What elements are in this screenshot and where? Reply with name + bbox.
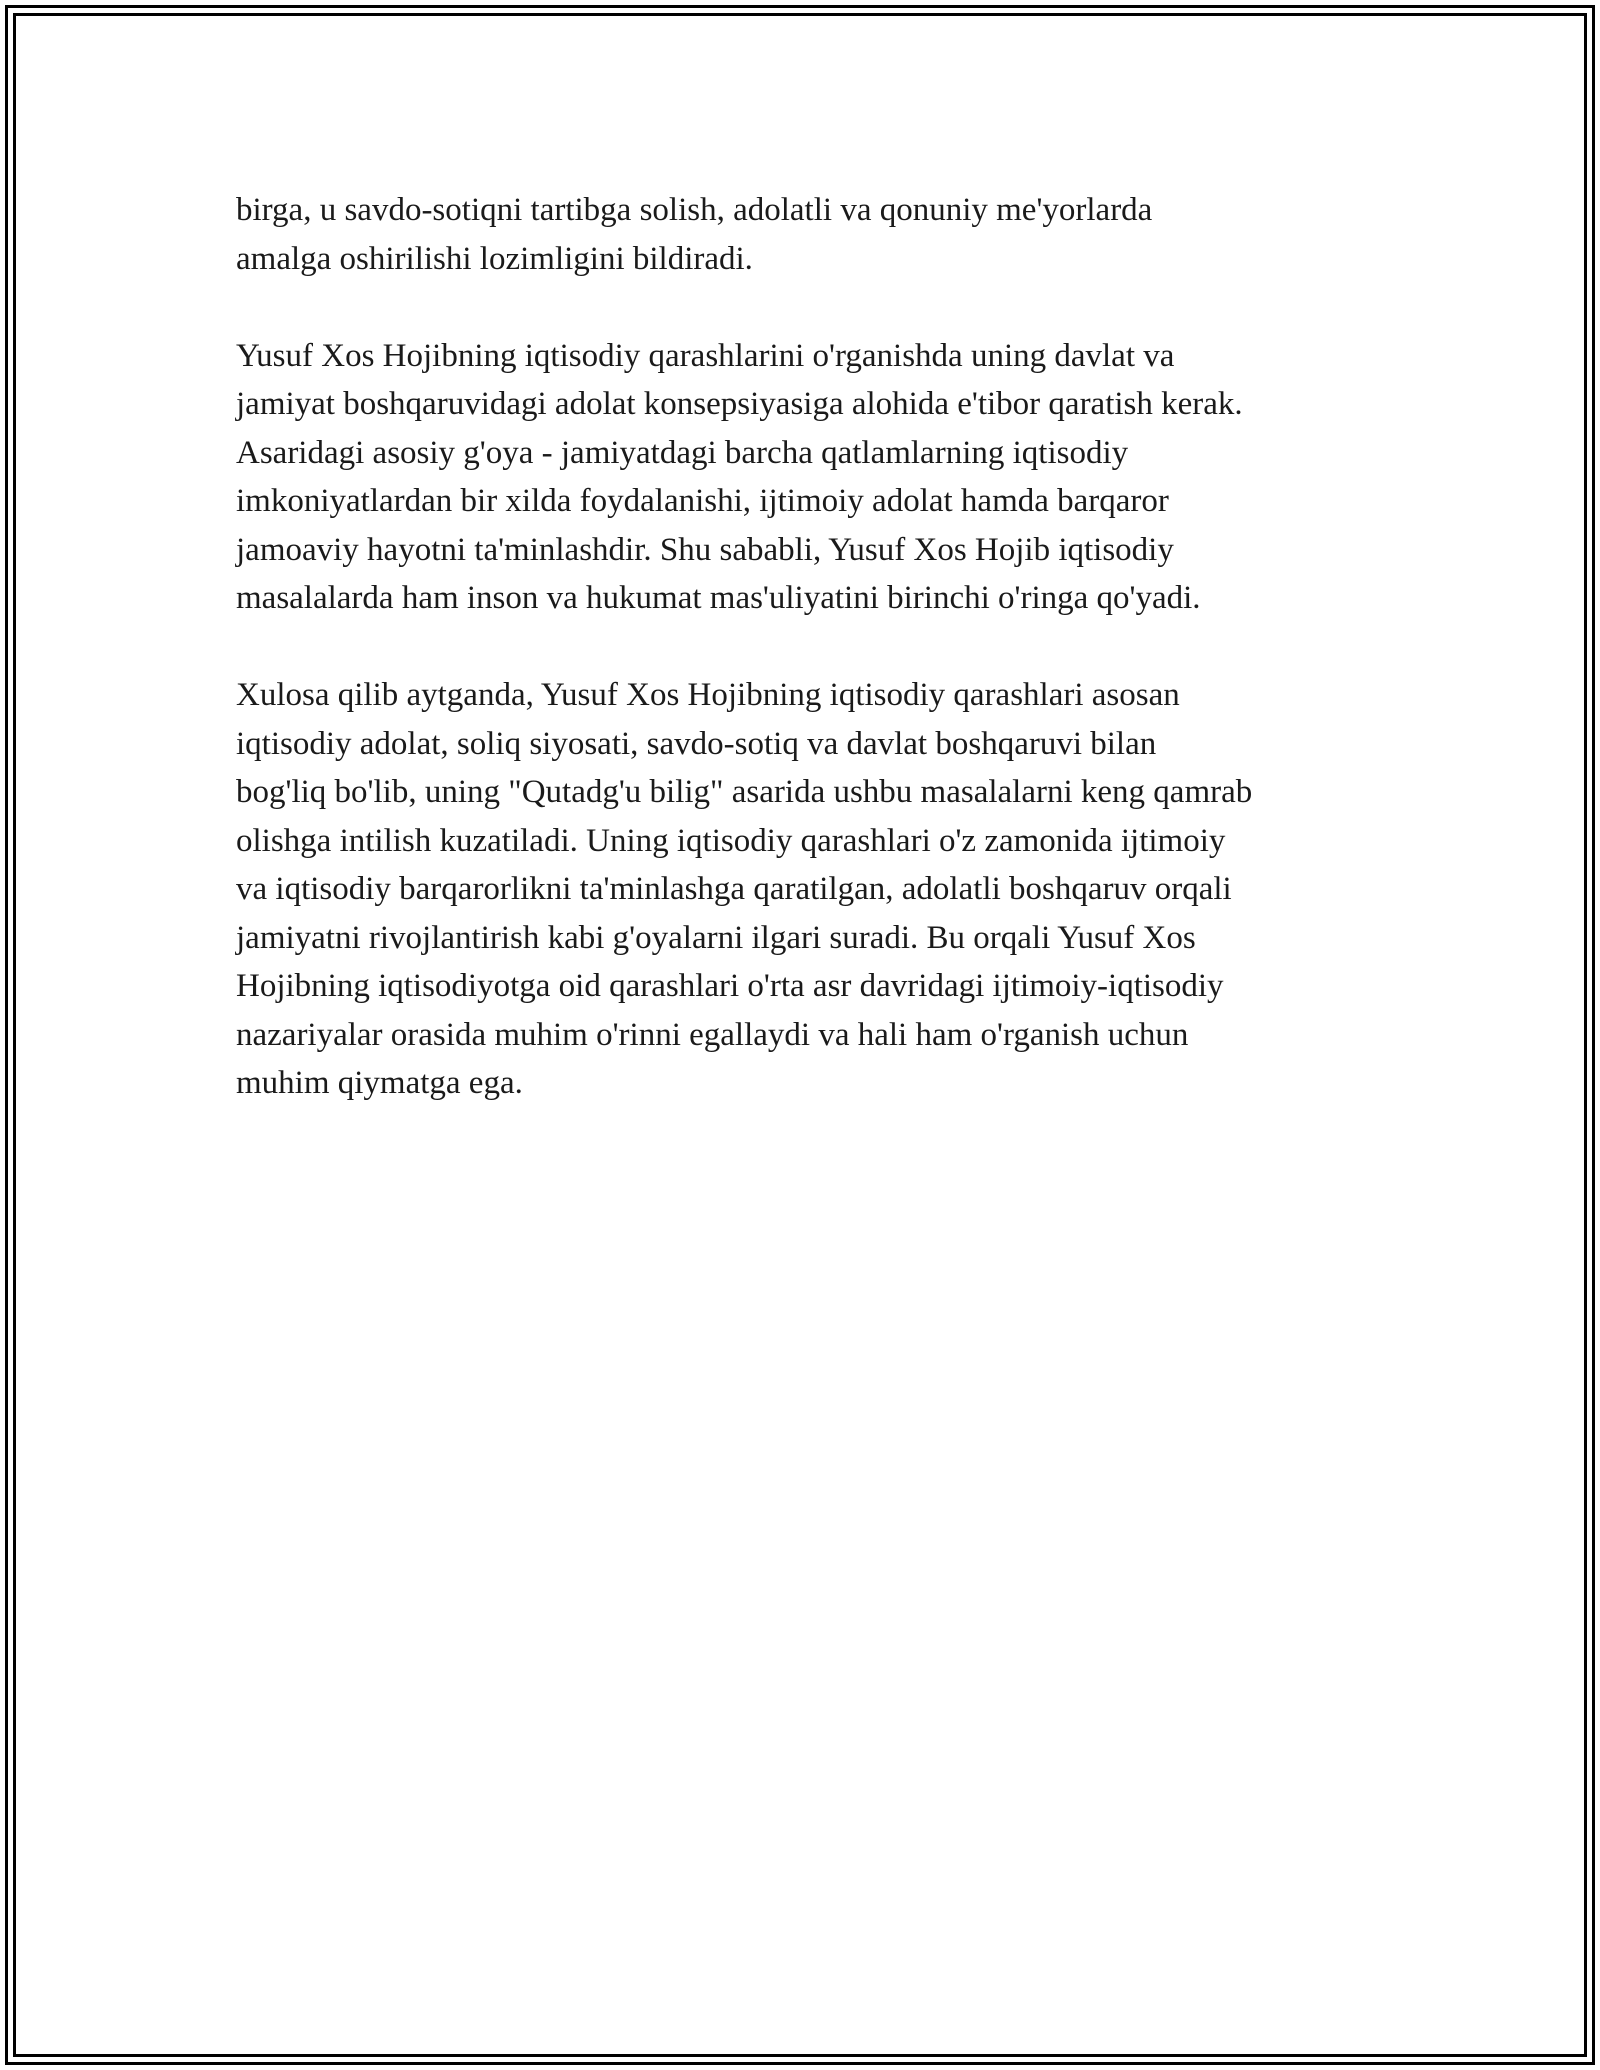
text-line: amalga oshirilishi lozimligini bildiradi. xyxy=(236,240,753,277)
text-line: Hojibning iqtisodiyotga oid qarashlari o'rta asr davridagi ijtimoiy-iqtisodiy xyxy=(236,968,1224,1004)
text-line: Asaridagi asosiy g'oya - jamiyatdagi barcha qatlamlarning iqtisodiy xyxy=(236,434,1129,471)
text-line: birga, u savdo-sotiqni tartibga solish, adolatli va qonuniy me'yorlarda xyxy=(236,192,1153,228)
text-line: va iqtisodiy barqarorlikni ta'minlashga qaratilgan, adolatli boshqaruv orqali xyxy=(236,871,1232,907)
text-line: iqtisodiy adolat, soliq siyosati, savdo-sotiq va davlat boshqaruvi bilan xyxy=(236,725,1157,762)
text-line: imkoniyatlardan bir xilda foydalanishi, ijtimoiy adolat hamda barqaror xyxy=(236,483,1169,519)
text-line: jamoaviy hayotni ta'minlashdir. Shu sababli, Yusuf Xos Hojib iqtisodiy xyxy=(236,531,1174,568)
document-body xyxy=(236,186,1396,1156)
paragraph-3 xyxy=(236,671,1396,1108)
text-line: masalalarda ham inson va hukumat mas'uliyatini birinchi o'ringa qo'yadi. xyxy=(236,580,1201,616)
text-line: jamiyatni rivojlantirish kabi g'oyalarni ilgari suradi. Bu orqali Yusuf Xos xyxy=(236,919,1196,956)
text-line: olishga intilish kuzatiladi. Uning iqtisodiy qarashlari o'z zamonida ijtimoiy xyxy=(236,822,1226,859)
text-line: Yusuf Xos Hojibning iqtisodiy qarashlarini o'rganishda uning davlat va xyxy=(236,337,1175,374)
text-line: Xulosa qilib aytganda, Yusuf Xos Hojibning iqtisodiy qarashlari asosan xyxy=(236,677,1180,713)
text-line: jamiyat boshqaruvidagi adolat konsepsiyasiga alohida e'tibor qaratish kerak. xyxy=(236,386,1243,422)
text-line: bog'liq bo'lib, uning "Qutadg'u bilig" asarida ushbu masalalarni keng qamrab xyxy=(236,774,1253,810)
text-line: nazariyalar orasida muhim o'rinni egallaydi va hali ham o'rganish uchun xyxy=(236,1016,1189,1053)
paragraph-1 xyxy=(236,186,1396,283)
text-line: muhim qiymatga ega. xyxy=(236,1065,523,1101)
paragraph-2 xyxy=(236,332,1396,623)
